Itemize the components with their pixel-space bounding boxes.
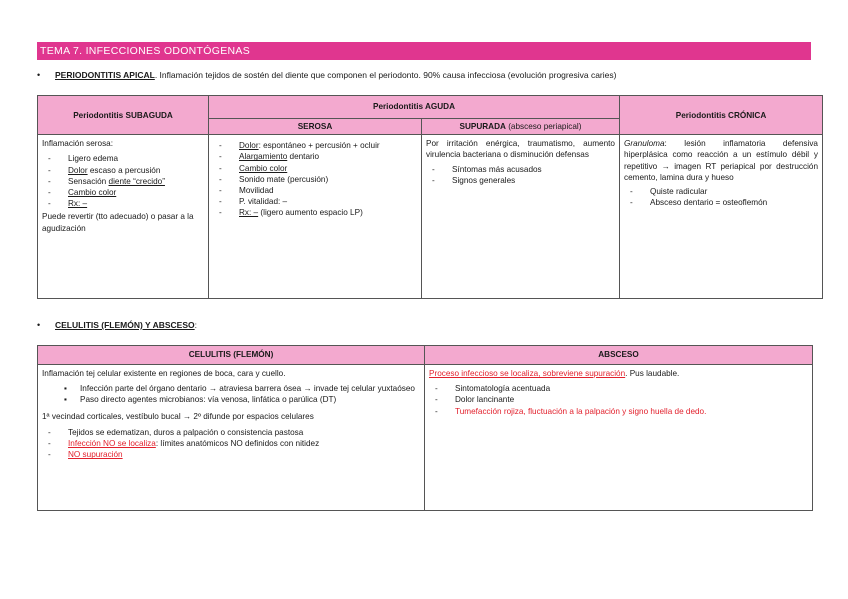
cell-subaguda — [38, 135, 209, 299]
cell-cronica — [620, 135, 823, 299]
cell-text: Inflamación serosa: — [42, 139, 113, 149]
list — [429, 383, 808, 417]
list-item: - Rx: – — [42, 198, 204, 209]
list-item: - Sintomatología acentuada — [429, 383, 808, 394]
celulitis-table — [37, 345, 813, 511]
list — [42, 427, 420, 461]
header-cronica: Periodontitis CRÓNICA — [620, 96, 823, 135]
cell-text: Proceso infeccioso se localiza, sobreviene supuración. Pus laudable. — [429, 369, 680, 378]
list-item: - Signos generales — [426, 175, 615, 186]
list — [426, 164, 615, 186]
section-text: . Inflamación tejidos de sostén del diente que componen el periodonto. 90% causa infecciosa (evolución progresiva caries) — [154, 70, 617, 80]
cell-text: Inflamación tej celular existente en regiones de boca, cara y cuello. — [42, 369, 286, 378]
list-item: - Movilidad — [213, 185, 417, 196]
list-item: - Alargamiento dentario — [213, 151, 417, 162]
periodontitis-table — [37, 95, 823, 299]
list-item: - NO supuración — [42, 449, 420, 460]
section-heading: PERIODONTITIS APICAL — [55, 70, 155, 80]
list — [42, 153, 204, 209]
cell-celulitis — [38, 365, 425, 511]
list-item: - P. vitalidad: – — [213, 196, 417, 207]
header-absceso: ABSCESO — [425, 346, 813, 365]
list-item: - Quiste radicular — [624, 186, 818, 197]
header-aguda: Periodontitis AGUDA — [209, 96, 620, 119]
list — [213, 140, 417, 218]
list-item: - Síntomas más acusados — [426, 164, 615, 175]
list-item: - Absceso dentario = osteoflemón — [624, 197, 818, 208]
list-item: - Sensación diente “crecido” — [42, 176, 204, 187]
list-item: - Rx: – (ligero aumento espacio LP) — [213, 207, 417, 218]
list-item: - Cambio color — [213, 163, 417, 174]
section-celulitis — [37, 320, 197, 331]
list-item: - Tejidos se edematizan, duros a palpación o consistencia pastosa — [42, 427, 420, 438]
section-periodontitis — [37, 70, 616, 81]
cell-text: 1ª vecindad corticales, vestíbulo bucal → 2º difunde por espacios celulares — [42, 411, 314, 421]
list-item: - Infección NO se localiza: límites anatómicos NO definidos con nitidez — [42, 438, 420, 449]
list-item: - Dolor escaso a percusión — [42, 165, 204, 176]
cell-text: Por irritación enérgica, traumatismo, aumento virulencia bacteriana o disminución defensas — [426, 139, 615, 160]
bullet-icon: • — [37, 320, 41, 330]
header-supurada: SUPURADA (absceso periapical) — [422, 119, 620, 135]
list-item: - Dolor: espontáneo + percusión + ocluir — [213, 140, 417, 151]
list-item: - Ligero edema — [42, 153, 204, 164]
cell-absceso — [425, 365, 813, 511]
cell-text: Granuloma: lesión inflamatoria defensiva hiperplásica como reacción a un estímulo débil y repetitivo → imagen RT periapical por destrucción cemento, lamina dura y hueso — [624, 139, 818, 182]
list — [624, 186, 818, 208]
header-celulitis: CELULITIS (FLEMÓN) — [38, 346, 425, 365]
list-item: - Tumefacción rojiza, fluctuación a la palpación y signo huella de dedo. — [429, 406, 808, 417]
cell-supurada — [422, 135, 620, 299]
page-title: TEMA 7. INFECCIONES ODONTÓGENAS — [37, 42, 811, 60]
list — [42, 383, 420, 405]
header-serosa: SEROSA — [209, 119, 422, 135]
list-item: ▪ Paso directo agentes microbianos: vía venosa, linfática o parúlica (DT) — [42, 394, 420, 405]
list-item: - Cambio color — [42, 187, 204, 198]
list-item: - Dolor lancinante — [429, 394, 808, 405]
section-heading: CELULITIS (FLEMÓN) Y ABSCESO — [55, 320, 195, 330]
cell-text: Puede revertir (tto adecuado) o pasar a la agudización — [42, 212, 194, 233]
list-item: - Sonido mate (percusión) — [213, 174, 417, 185]
section-colon: : — [194, 320, 198, 330]
cell-serosa — [209, 135, 422, 299]
bullet-icon: • — [37, 70, 41, 80]
list-item: ▪ Infección parte del órgano dentario → atraviesa barrera ósea → invade tej celular yuxtaóseo — [42, 383, 420, 394]
header-subaguda: Periodontitis SUBAGUDA — [38, 96, 209, 135]
